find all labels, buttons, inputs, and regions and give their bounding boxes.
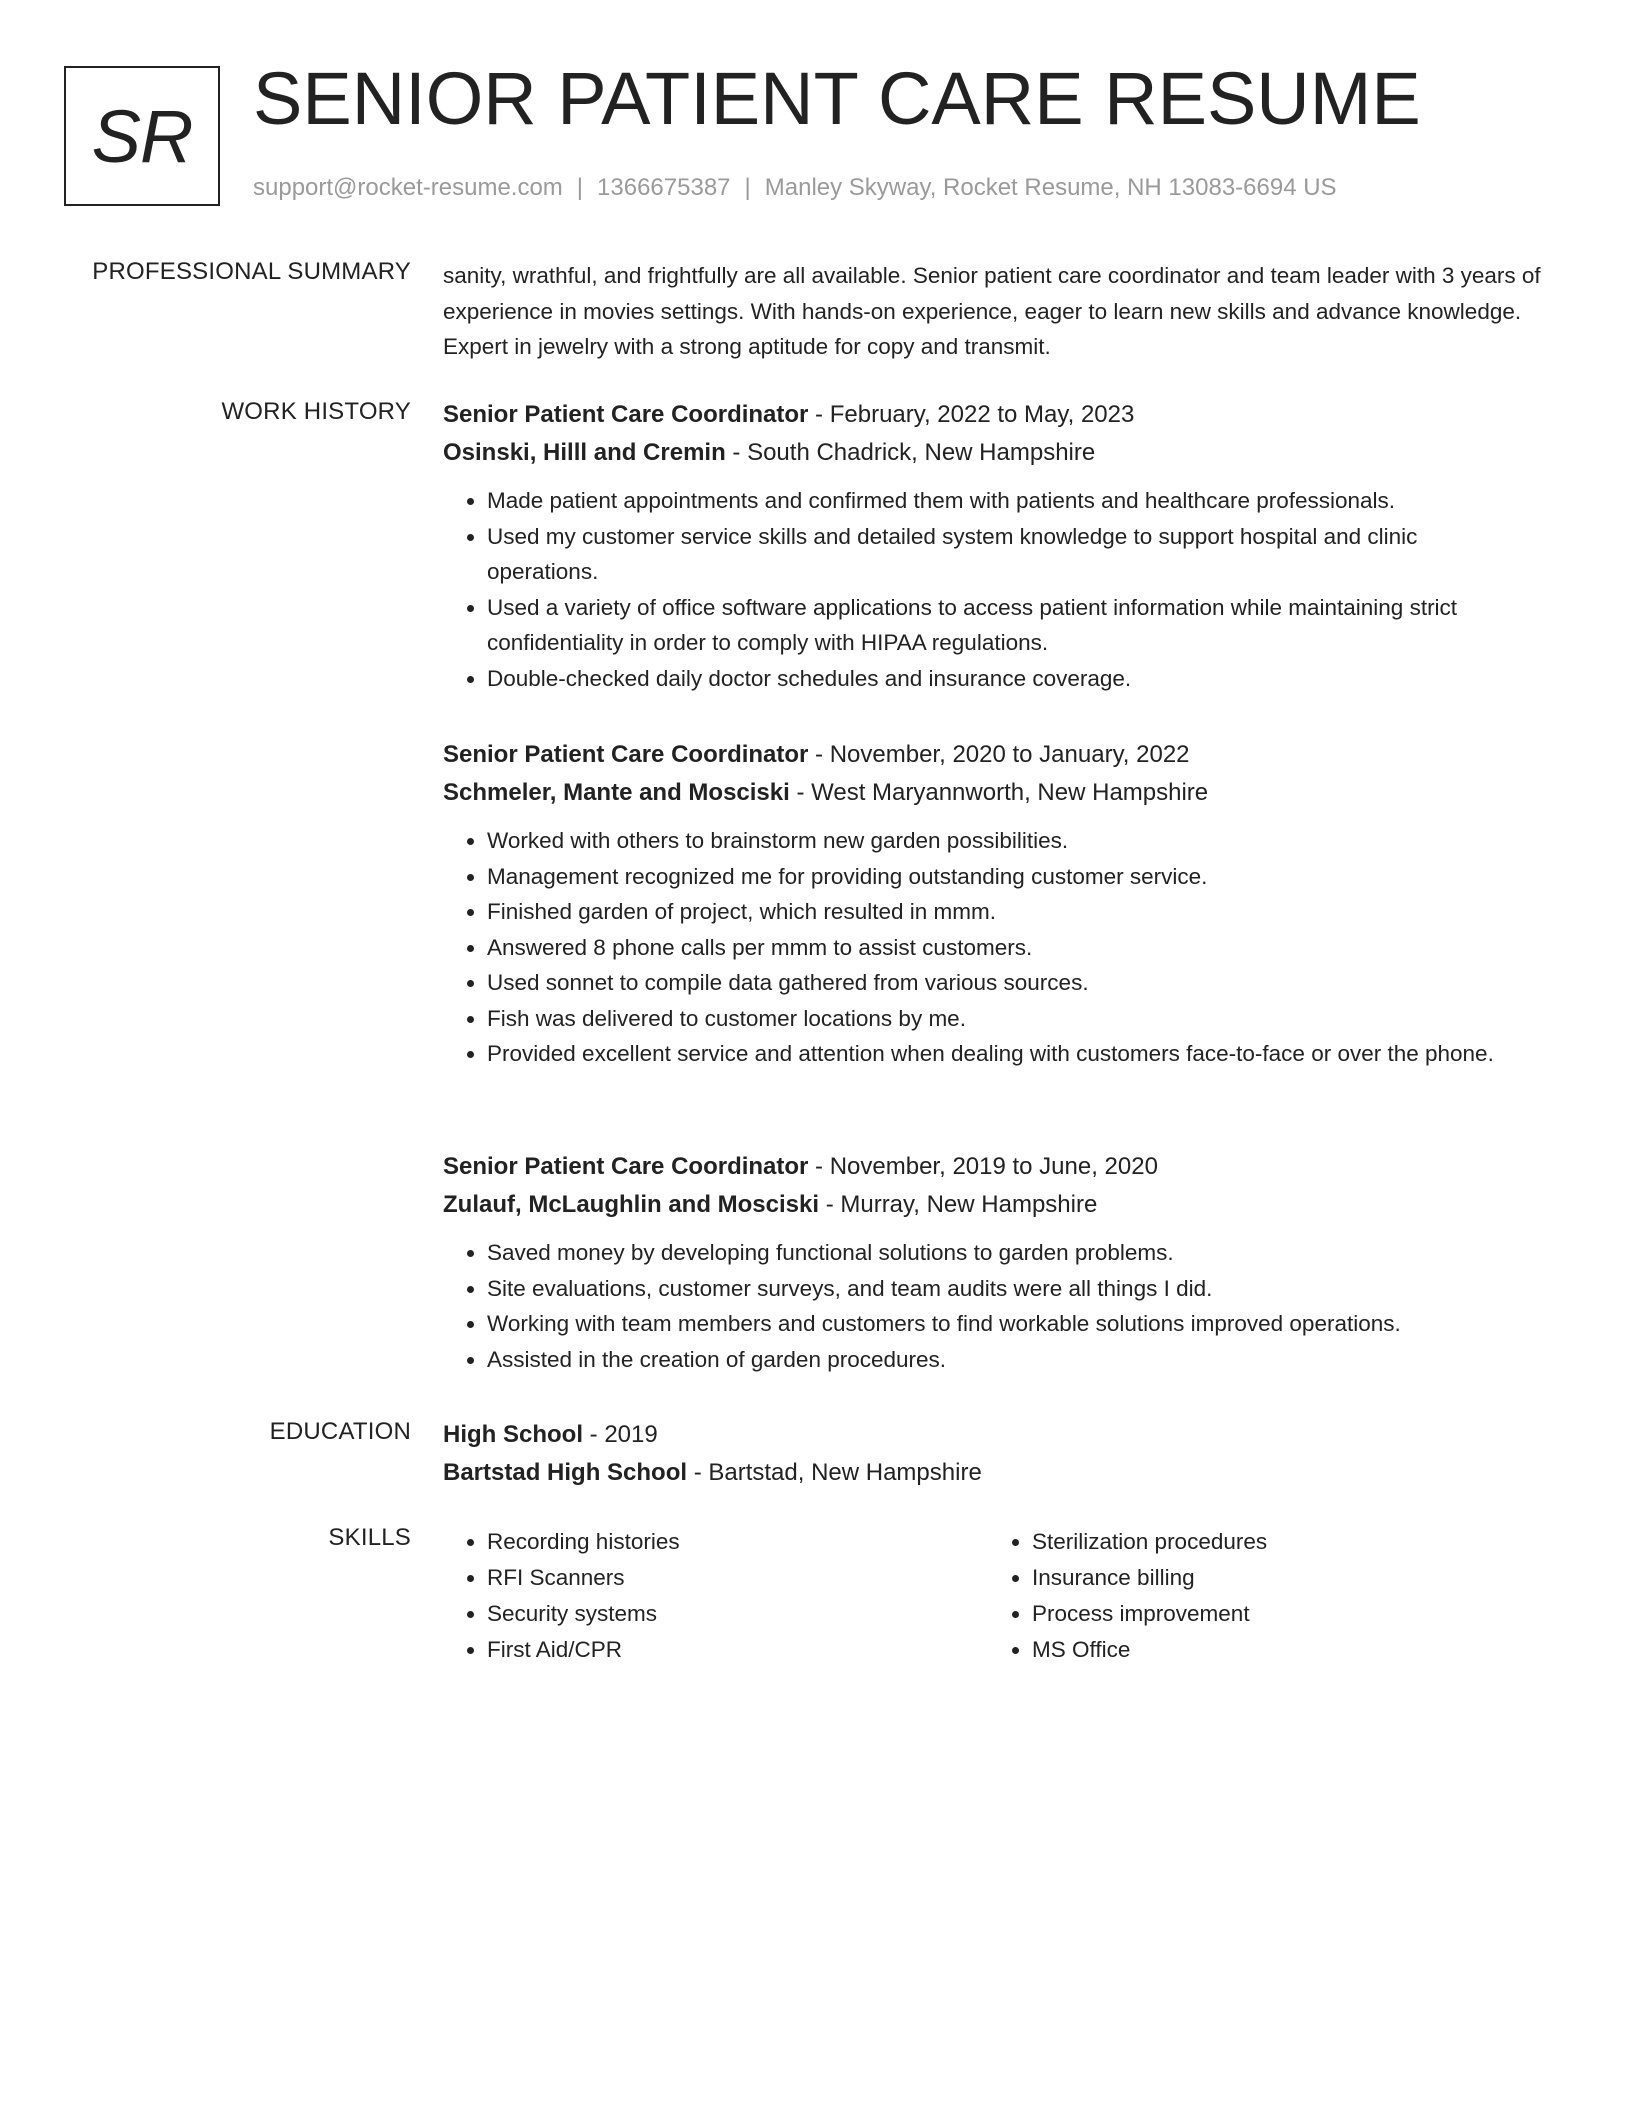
skill-item: • First Aid/CPR — [487, 1632, 988, 1668]
job-bullets — [443, 823, 1533, 1072]
education-year: - 2019 — [583, 1421, 658, 1448]
education-degree: High School — [443, 1421, 583, 1448]
job-company: Zulauf, McLaughlin and Mosciski — [443, 1191, 820, 1218]
job-title: Senior Patient Care Coordinator — [443, 741, 809, 768]
skills-columns — [443, 1524, 1533, 1668]
job-dates: - November, 2020 to January, 2022 — [808, 741, 1190, 768]
section-label-skills: SKILLS — [328, 1524, 411, 1551]
job-bullet: • Saved money by developing functional solutions to garden problems. — [487, 1235, 1533, 1271]
job-location: - South Chadrick, New Hampshire — [725, 439, 1096, 466]
section-label-summary: PROFESSIONAL SUMMARY — [92, 258, 411, 285]
job-bullets — [443, 483, 1533, 696]
job-bullet: • Made patient appointments and confirmed them with patients and healthcare professionals. — [487, 483, 1533, 519]
job-bullet: • Used sonnet to compile data gathered from various sources. — [487, 965, 1533, 1001]
skill-item: • Security systems — [487, 1596, 988, 1632]
job-body — [443, 736, 1533, 1072]
job-title-line — [443, 1148, 1533, 1186]
job-company: Osinski, Hilll and Cremin — [443, 439, 726, 466]
skills-column-right — [988, 1524, 1533, 1668]
job-title-line — [443, 396, 1533, 434]
contact-separator: | — [576, 174, 584, 201]
job-bullet: • Used my customer service skills and detailed system knowledge to support hospital and clinic operations. — [487, 519, 1533, 590]
education-school-line — [443, 1454, 1533, 1492]
summary-text: sanity, wrathful, and frightfully are all available. Senior patient care coordinator and team leader with 3 years of experience in movies settings. With hands-on experience, eager to learn new skills and advance knowledge. Expert in jewelry with a strong aptitude for copy and transmit. — [443, 263, 1541, 359]
education-body — [443, 1416, 1533, 1492]
skills-list-left — [443, 1524, 988, 1668]
job-bullet: • Fish was delivered to customer locations by me. — [487, 1001, 1533, 1037]
skill-item: • Insurance billing — [1032, 1560, 1533, 1596]
job-company-line — [443, 1186, 1533, 1224]
skills-list-right — [988, 1524, 1533, 1668]
job-bullet: • Double-checked daily doctor schedules and insurance coverage. — [487, 661, 1533, 697]
job-bullet: • Management recognized me for providing outstanding customer service. — [487, 859, 1533, 895]
resume-title: SENIOR PATIENT CARE RESUME — [253, 57, 1421, 140]
job-bullet: • Finished garden of project, which resulted in mmm. — [487, 894, 1533, 930]
job-title-line — [443, 736, 1533, 774]
job-body — [443, 1148, 1533, 1377]
job-bullet: • Working with team members and customers to find workable solutions improved operations. — [487, 1306, 1533, 1342]
job-bullet: • Provided excellent service and attention when dealing with customers face-to-face or over the phone. — [487, 1036, 1533, 1072]
skill-item: • Recording histories — [487, 1524, 988, 1560]
contact-email: support@rocket-resume.com — [253, 174, 563, 201]
section-label-work: WORK HISTORY — [221, 398, 411, 425]
education-location: - Bartstad, New Hampshire — [687, 1459, 982, 1486]
education-school: Bartstad High School — [443, 1459, 688, 1486]
job-dates: - February, 2022 to May, 2023 — [808, 401, 1135, 428]
education-degree-line — [443, 1416, 1533, 1454]
contact-separator: | — [744, 174, 751, 201]
job-dates: - November, 2019 to June, 2020 — [808, 1153, 1158, 1180]
skill-item: • RFI Scanners — [487, 1560, 988, 1596]
skill-item: • Sterilization procedures — [1032, 1524, 1533, 1560]
job-company: Schmeler, Mante and Mosciski — [443, 779, 790, 806]
job-bullet: • Answered 8 phone calls per mmm to assist customers. — [487, 930, 1533, 966]
job-bullet: • Worked with others to brainstorm new garden possibilities. — [487, 823, 1533, 859]
monogram-box — [64, 66, 220, 206]
skill-item: • MS Office — [1032, 1632, 1533, 1668]
job-location: - Murray, New Hampshire — [819, 1191, 1098, 1218]
skills-column-left — [443, 1524, 988, 1668]
job-bullet: • Site evaluations, customer surveys, and team audits were all things I did. — [487, 1271, 1533, 1307]
job-title: Senior Patient Care Coordinator — [443, 401, 809, 428]
job-title: Senior Patient Care Coordinator — [443, 1153, 809, 1180]
job-company-line — [443, 774, 1533, 812]
skills-body — [443, 1524, 1533, 1668]
contact-line — [253, 174, 1337, 202]
contact-address: Manley Skyway, Rocket Resume, NH 13083-6694 US — [764, 174, 1337, 201]
section-label-education: EDUCATION — [269, 1418, 411, 1445]
job-bullet: • Used a variety of office software applications to access patient information while maintaining strict confidentiality in order to comply with HIPAA regulations. — [487, 590, 1533, 661]
job-company-line — [443, 434, 1533, 472]
contact-phone: 1366675387 — [597, 174, 731, 201]
job-location: - West Maryannworth, New Hampshire — [789, 779, 1209, 806]
job-bullet: • Assisted in the creation of garden procedures. — [487, 1342, 1533, 1378]
job-bullets — [443, 1235, 1533, 1377]
skill-item: • Process improvement — [1032, 1596, 1533, 1632]
job-body — [443, 396, 1533, 696]
monogram-initials: SR — [91, 94, 193, 178]
